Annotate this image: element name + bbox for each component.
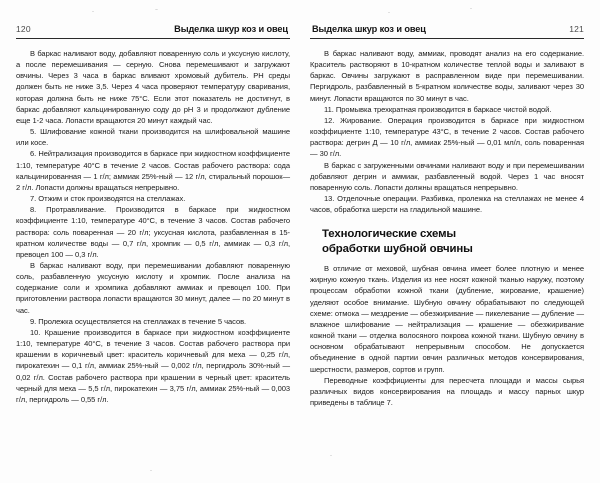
paragraph: 7. Отжим и сток производятся на стеллажах. <box>30 194 186 204</box>
right-running-head-title: Выделка шкур коз и овец <box>312 24 426 34</box>
paragraph: 9. Пролежка осуществляется на стеллажах в течение 5 часов. <box>30 316 247 326</box>
paragraph: В баркас наливают воду, при перемешивании добавляют поваренную соль, разбавленную уксусную кислоту и хромпик. После анализа на содержание соли и хромпика добавляют аммиак и превоцел 100. При приготовлении раствора лопасти вращаются 30 минут, далее — по 20 минут в час. <box>16 260 290 315</box>
paragraph: 10. Крашение производится в баркасе при жидкостном коэффициенте 1:10, температуре 40°С, в течение 3 часов. Состав рабочего раствора при крашении в коричневый цвет: краситель коричневый для меха — 0,25 г/л, пирокатехин — 0,1 г/л, аммиак 25%-ный — 0,002 г/л, пергидроль 30%-ный — 0,02 г/л. Состав рабочего раствора при крашении в черный цвет: краситель черный для меха — 5,5 г/л, пирокатехин — 3,75 г/л, аммиак 25%-ный — 0,003 г/л, пергидроль — 0,55 г/л. <box>16 327 290 404</box>
paragraph: 8. Протравливание. Производится в баркасе при жидкостном коэффициенте 1:10, температуре 40°С, в течение 3 часов. Состав рабочего раствора: соль поваренная — 20 г/л; уксусная кислота, разбавленная в 15-кратном количестве воды — 0,7 г/л, хромпик — 0,5 г/л, аммиак — 0,3 г/л, превоцел 100 — 0,3 г/л. <box>16 205 290 259</box>
paragraph: 6. Нейтрализация производится в баркасе при жидкостном коэффициенте 1:10, температуре 40°С в течение 2 часов. Состав рабочего раствора: сода кальцинированная — 1 г/л; аммиак 25%-ный — 12 г/л, стиральный порошок— 2 г/л. Лопасти должны вращаться непрерывно. <box>16 149 290 192</box>
right-page-number: 121 <box>569 24 584 34</box>
left-running-head <box>16 24 290 39</box>
paragraph: 5. Шлифование кожной ткани производится на шлифовальной машине или косе. <box>16 127 290 148</box>
left-page-number: 120 <box>16 24 31 34</box>
paragraph: В баркас наливают воду, аммиак, проводят анализ на его содержание. Краситель растворяют в 10-кратном количестве теплой воды и заливают в баркас. Овчины загружают в расправленном виде при перемешивании. Пергидроль, разбавленный в 5-кратном количестве воды, заливают через 30 минут. Лопасти вращаются по 30 минут в час. <box>310 49 584 103</box>
section-heading-line-1: Технологические схемы <box>322 228 457 241</box>
paragraph: В отличие от меховой, шубная овчина имеет более плотную и менее жирную кожную ткань. Изделия из нее носят кожной тканью наружу, поэтому процессам обработки кожной ткани (дубление, жирование, крашение) уделяют особое внимание. Шубную овчину обрабатывают по следующей схеме: отмока — мездрение — обезжиривание — пикелевание — дубление — влажное шлифование — нейтрализация — крашение — обезжиривание кожной ткани — отделка волосяного покрова кожной ткани. Шубную овчину в основном обрабатывают непрерывным способом. Не допускается объединение в одной партии овчин различных методов консервирования, шерстности, размеров, сортов и групп. <box>310 264 584 374</box>
paragraph: В баркас с загруженными овчинами наливают воду и при перемешивании добавляют дегрин и аммиак, разбавленный водой. Через 1 час вносят поваренную соль. Лопасти должны вращаться непрерывно. <box>310 160 584 192</box>
section-heading <box>310 227 584 256</box>
section-heading-line-2: обработки шубной овчины <box>322 242 473 255</box>
right-running-head <box>310 24 584 39</box>
left-running-head-title: Выделка шкур коз и овец <box>174 24 288 34</box>
paragraph: В баркас наливают воду, добавляют поваренную соль и уксусную кислоту, а после перемешивания — серную. Снова перемешивают и загружают овчины. Через 3 часа в баркас вливают хромовый дубитель. РН среды должен быть не ниже 3,5. Через 4 часа проверяют температуру сваривания, которая должна быть не ниже 75°С. Если этот показатель не достигнут, в баркас добавляют кальцинированную соду до рН 3 и продолжают дубление еще 1-2 часа. Лопасти вращаются 20 минут каждый час. <box>16 49 290 125</box>
left-page <box>8 0 294 483</box>
paragraph: 11. Промывка трехкратная производится в баркасе чистой водой. <box>324 104 552 114</box>
paragraph: 12. Жирование. Операция производится в баркасе при жидкостном коэффициенте 1:10, температуре 43°С, в течение 2 часов. Состав рабочего раствора: дегрин Д — 10 г/л, аммиак 25%-ный — 0,01 мл/л, соль поваренная — 30 г/л. <box>310 115 584 159</box>
paragraph: 13. Отделочные операции. Разбивка, пролежка на стеллажах не менее 4 часов, обработка шерсти на гладильной машине. <box>310 194 584 215</box>
paragraph: Переводные коэффициенты для пересчета площади и массы сырья различных видов консервирования на площадь и массу парных шкур приведены в таблице 7. <box>310 375 584 408</box>
right-page <box>306 0 592 483</box>
